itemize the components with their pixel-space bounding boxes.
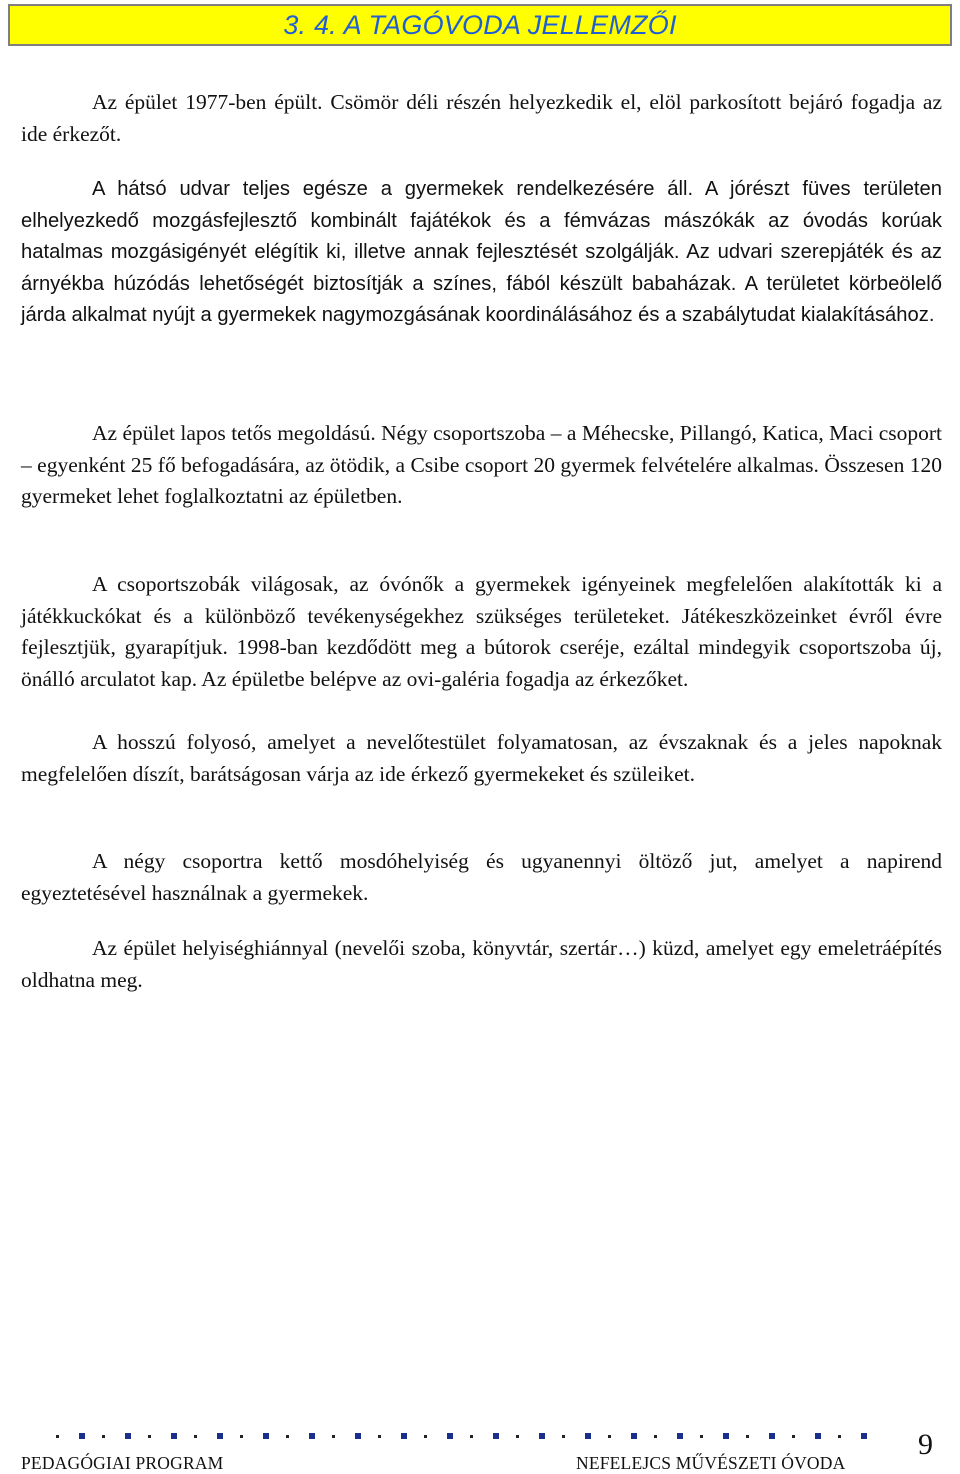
footer-dot — [401, 1433, 407, 1439]
paragraph-building-intro: Az épület 1977-ben épült. Csömör déli részén helyezkedik el, elöl parkosított bejáró fogadja az ide érkezőt. — [21, 90, 942, 146]
footer-dot — [424, 1435, 427, 1438]
footer-dot — [631, 1433, 637, 1439]
paragraph-backyard: A hátsó udvar teljes egésze a gyermekek rendelkezésére áll. A jórészt füves területen elhelyezkedő mozgásfejlesztő kombinált fajátékok és a fémvázas mászókák az óvodás korúak hatalmas mozgásigényét elégítik ki, illetve annak fejlesztését szolgálják. Az udvari szerepjáték és az árnyékba húzódás lehetőségét biztosítják a színes, fából készült babaházak. A területet körbeölelő járda alkalmat nyújt a gyermekek nagymozgásának koordinálásához és a szabálytudat kialakításához. — [21, 178, 942, 326]
footer-dot — [562, 1435, 565, 1438]
footer-dot — [700, 1435, 703, 1438]
footer-dot — [355, 1433, 361, 1439]
paragraph-group-rooms: Az épület lapos tetős megoldású. Négy csoportszoba – a Méhecske, Pillangó, Katica, Maci csoport – egyenként 25 fő befogadására, az ötödik, a Csibe csoport 20 gyermek felvételére alkalmas. Összesen 120 gyermeket lehet foglalkoztatni az épületben. — [21, 421, 942, 508]
footer-dot — [102, 1435, 105, 1438]
footer-dotted-rule — [56, 1433, 886, 1441]
footer-dot — [585, 1433, 591, 1439]
footer-dot — [608, 1435, 611, 1438]
footer-dot — [746, 1435, 749, 1438]
footer-dot — [286, 1435, 289, 1438]
footer-dot — [148, 1435, 151, 1438]
footer-dot — [539, 1433, 545, 1439]
section-title-banner — [8, 4, 952, 46]
footer-dot — [309, 1433, 315, 1439]
paragraph-space-shortage: Az épület helyiséghiánnyal (nevelői szoba, könyvtár, szertár…) küzd, amelyet egy emeletráépítés oldhatna meg. — [21, 936, 942, 992]
footer-dot — [470, 1435, 473, 1438]
footer-dot — [447, 1433, 453, 1439]
section-title: 3. 4. A TAGÓVODA JELLEMZŐI — [283, 10, 677, 40]
footer-dot — [792, 1435, 795, 1438]
footer-dot — [838, 1435, 841, 1438]
paragraph-washrooms: A négy csoportra kettő mosdóhelyiség és ugyanennyi öltöző jut, amelyet a napirend egyeztetésével használnak a gyermekek. — [21, 849, 942, 905]
footer-dot — [493, 1433, 499, 1439]
footer-dot — [516, 1435, 519, 1438]
footer-dot — [125, 1433, 131, 1439]
footer-dot — [815, 1433, 821, 1439]
footer-dot — [723, 1433, 729, 1439]
footer-dot — [194, 1435, 197, 1438]
footer-dot — [861, 1433, 867, 1439]
footer-dot — [654, 1435, 657, 1438]
footer-dot — [769, 1433, 775, 1439]
paragraph-room-furnishing: A csoportszobák világosak, az óvónők a gyermekek igényeinek megfelelően alakították ki a játékkuckókat és a különböző tevékenységekhez szükséges területeket. Játékeszközeinket évről évre fejlesztjük, gyarapítjuk. 1998-ban kezdődött meg a bútorok cseréje, ezáltal mindegyik csoportszoba új, önálló arculatot kap. Az épületbe belépve az ovi-galéria fogadja az érkezőket. — [21, 572, 942, 691]
page-number: 9 — [918, 1428, 933, 1461]
footer-dot — [332, 1435, 335, 1438]
footer-program-name: PEDAGÓGIAI PROGRAM — [21, 1453, 224, 1473]
footer-institution-name: NEFELEJCS MŰVÉSZETI ÓVODA — [576, 1453, 846, 1473]
footer-dot — [263, 1433, 269, 1439]
footer-dot — [217, 1433, 223, 1439]
footer-dot — [240, 1435, 243, 1438]
footer-dot — [378, 1435, 381, 1438]
footer-dot — [677, 1433, 683, 1439]
paragraph-corridor: A hosszú folyosó, amelyet a nevelőtestület folyamatosan, az évszaknak és a jeles napoknak megfelelően díszít, barátságosan várja az ide érkező gyermekeket és szüleiket. — [21, 730, 942, 786]
footer-dot — [56, 1435, 59, 1438]
footer-dot — [171, 1433, 177, 1439]
footer-dot — [79, 1433, 85, 1439]
